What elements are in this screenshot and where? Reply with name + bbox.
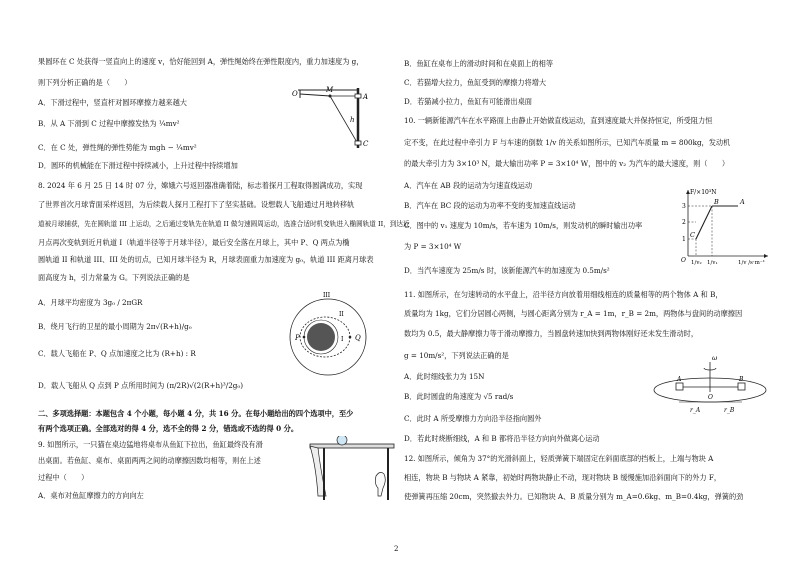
q8-option-d: D．载人飞船从 Q 点到 P 点所用时间为 (π/2R)√(2(R+h)³/2g₀) xyxy=(38,381,244,390)
q7-ring-a xyxy=(355,94,361,98)
q11-line-3: 数均为 0.5，最大静摩擦力等于滑动摩擦力，当圆盘转速加快到两物体刚好还未发生滑动时， xyxy=(404,329,699,338)
q12-line-1: 12. 如图所示，倾角为 37°的光滑斜面上，轻质弹簧下端固定在斜面底部的挡板上，上端与物块 A xyxy=(404,454,714,463)
q9-line-3: 过程中（ ） xyxy=(38,473,89,482)
label-b: B xyxy=(714,198,719,206)
q8-line-5: 圆轨道 II 和轨道 III、III 处的切点，已知月球半径为 R，月球表面重力加速度为 g₀，轨道 III 距离月球表 xyxy=(38,255,374,264)
q11-line-4: g = 10m/s²，下列说法正确的是 xyxy=(404,351,509,360)
q8-label-p: P xyxy=(295,334,300,342)
q7-pulley-m xyxy=(329,95,332,98)
q7-string-top xyxy=(300,94,330,96)
label-a: A xyxy=(740,198,745,206)
q7-option-d: D．圆环的机械能在下滑过程中持续减小，上升过程中持续增加 xyxy=(38,161,238,170)
q7-label-m: M xyxy=(326,86,334,94)
label-b: B xyxy=(739,376,744,383)
q7-label-c: C xyxy=(363,140,369,148)
q8-option-b: B．绕月飞行的卫星的最小周期为 2π√(R+h)/g₀ xyxy=(38,322,192,331)
q7-label-o: O xyxy=(292,90,298,98)
xtick-v2: 1/v₂ xyxy=(691,260,702,266)
q8-line-4: 月点再次变轨到近月轨道 I（轨道半径等于月球半径），最后安全落在月球上，其中 P、Q 两点为椭 xyxy=(38,238,350,247)
tabletop xyxy=(310,444,394,448)
label-rb: r_B xyxy=(724,407,735,414)
q11-line-1: 11. 如图所示，在匀速转动的水平盘上，沿半径方向放着用细线相连的质量相等的两个物体 A 和 B， xyxy=(404,290,723,299)
q9-option-b: B．鱼缸在桌布上的滑动时间和在桌面上的相等 xyxy=(404,59,554,68)
q8-line-1: 8. 2024 年 6 月 25 日 14 时 07 分，嫦娥六号返回器准确着陆，标志着探月工程取得圆满成功，实现 xyxy=(38,181,363,190)
q7-ring-c xyxy=(355,141,361,145)
q11-line-2: 质量均为 1kg，它们分居圆心两侧，与圆心距离分别为 r_A = 1m，r_B = 2m，两物体与盘间的动摩擦因 xyxy=(404,309,743,318)
q9-line-2: 出桌面。若鱼缸、桌布、桌面两两之间的动摩擦因数均相等，则在上述 xyxy=(38,456,261,465)
q8-label-q: Q xyxy=(355,334,361,342)
q8-label-i: I xyxy=(341,336,344,343)
moon xyxy=(307,323,335,351)
q7-label-h: h xyxy=(350,116,355,124)
q7-line-1: 果圆环在 C 处获得一竖直向上的速度 v，恰好能回到 A，弹性绳始终在弹性限度内，重力加速度为 g， xyxy=(38,57,364,66)
q8-option-a: A．月球平均密度为 3g₀ / 2πGR xyxy=(38,298,143,307)
q11-option-d: D．若此时烧断细线，A 和 B 都将沿半径方向向外做离心运动 xyxy=(404,434,600,443)
q7-option-b: B．从 A 下滑到 C 过程中摩擦发热为 ¼mv² xyxy=(38,119,180,128)
q11-option-b: B．此时圆盘的角速度为 √5 rad/s xyxy=(404,392,514,401)
q7-option-c: C．在 C 处，弹性绳的弹性势能为 mgh − ¼mv² xyxy=(38,143,197,152)
graph-ylabel: F/×10³N xyxy=(690,189,717,196)
q8-label-ii: II xyxy=(339,311,344,318)
point-p xyxy=(303,336,306,339)
label-omega: ω xyxy=(712,354,718,362)
ytick-2: 2 xyxy=(682,219,686,226)
q9-cat-table-figure xyxy=(296,436,396,502)
page-number: 2 xyxy=(394,545,399,553)
q10-option-c-2: 为 P = 3×10⁴ W xyxy=(404,242,462,251)
q10-line-2: 定不变，在此过程中牵引力 F 与车速的倒数 1/v 的关系如图所示，已知汽车质量 m = 800kg，发动机 xyxy=(404,138,731,147)
q10-option-a: A．汽车在 AB 段的运动为匀速直线运动 xyxy=(404,181,533,190)
q9-option-c: C．若猫增大拉力，鱼缸受到的摩擦力将增大 xyxy=(404,78,547,87)
q10-option-b: B．汽车在 BC 段的运动为功率不变的变加速直线运动 xyxy=(404,201,576,210)
x-arrow xyxy=(764,254,768,258)
q7-line-2: 则下列分析正确的是（ ） xyxy=(38,78,132,87)
graph-xlabel: 1/v /s·m⁻¹ xyxy=(738,260,765,266)
q9-option-a: A．桌布对鱼缸摩擦力的方向向左 xyxy=(38,491,144,500)
q8-line-2: 了世界首次月球背面采样返回，为后续载人探月工程打下了坚实基础。设想载人飞船通过月地转移轨 xyxy=(38,200,355,209)
ytick-3: 3 xyxy=(682,203,686,210)
q10-force-graph xyxy=(676,186,772,266)
section2-header: 二、多项选择题：本题包含 4 个小题，每小题 4 分，共 16 分。在每小题给出的四个选项中，至少 xyxy=(38,409,354,418)
q11-option-a: A．此时细线张力为 15N xyxy=(404,372,485,381)
q8-label-iii: III xyxy=(323,292,331,299)
label-ra: r_A xyxy=(690,407,701,414)
block-b xyxy=(738,383,745,390)
q10-option-d: D．当汽车速度为 25m/s 时，该新能源汽车的加速度为 0.5m/s² xyxy=(404,266,610,275)
cat xyxy=(375,472,385,496)
label-a: A xyxy=(677,376,682,383)
fish-bowl xyxy=(337,436,347,445)
segment-bc xyxy=(696,206,712,239)
label-c: C xyxy=(690,231,695,239)
block-a xyxy=(676,383,683,390)
q10-line-3: 的最大牵引力为 3×10³ N，最大输出功率 P = 3×10⁴ W，图中的 v₂ 为汽车的最大速度，则（ ） xyxy=(404,159,730,168)
point-q xyxy=(349,336,352,339)
q8-line-3: 道被月球捕获，先在圆轨道 III 上运动，之后通过变轨先在轨道 II 做匀速圆周运动，选准合适时机变轨进入椭圆轨道 II，到达近 xyxy=(38,220,410,228)
q11-disk-diagram xyxy=(652,352,770,418)
label-o: O xyxy=(681,257,686,264)
q12-line-2: 相连，物块 B 与物块 A 紧靠，初始时两物块静止不动，现对物块 B 缓慢施加沿斜面向下的外力 F， xyxy=(404,473,722,482)
q11-option-c: C．此时 A 所受摩擦力方向沿半径指向圆外 xyxy=(404,414,542,423)
q8-option-c: C．载人飞船在 P、Q 点加速度之比为 (R+h) : R xyxy=(38,349,196,358)
q10-line-1: 10. 一辆新能源汽车在水平路面上由静止开始做直线运动，直到速度最大并保持恒定，所受阻力恒 xyxy=(404,116,713,125)
q7-option-a: A．下滑过程中，竖直杆对圆环摩擦力越来越大 xyxy=(38,98,187,107)
q8-orbit-diagram xyxy=(283,289,373,379)
q9-line-1: 9. 如图所示，一只猫在桌边猛地将桌布从鱼缸下拉出，鱼缸最终没有滑 xyxy=(38,440,263,449)
q8-line-6: 面高度为 h，引力常量为 G。下列说法正确的是 xyxy=(38,273,190,282)
section2-header-2: 有两个选项正确。全部选对的得 4 分，选不全的得 2 分，错选或不选的得 0 分。 xyxy=(38,424,299,433)
q12-line-3: 使弹簧再压缩 20cm，突然撤去外力。已知物块 A、B 质量分别为 m_A=0.6kg、m_B=0.4kg，弹簧的劲 xyxy=(404,492,744,501)
q7-label-a: A xyxy=(363,93,369,101)
q7-ring-diagram xyxy=(292,84,372,156)
ytick-1: 1 xyxy=(682,236,686,243)
xtick-v1: 1/v₁ xyxy=(707,260,718,266)
q10-option-c: C．图中的 v₁ 速度为 10m/s，若车速为 10m/s，则发动机的瞬时输出功率 xyxy=(404,221,643,230)
q9-option-d: D．若猫减小拉力，鱼缸有可能滑出桌面 xyxy=(404,97,532,106)
label-o: O xyxy=(708,394,713,401)
